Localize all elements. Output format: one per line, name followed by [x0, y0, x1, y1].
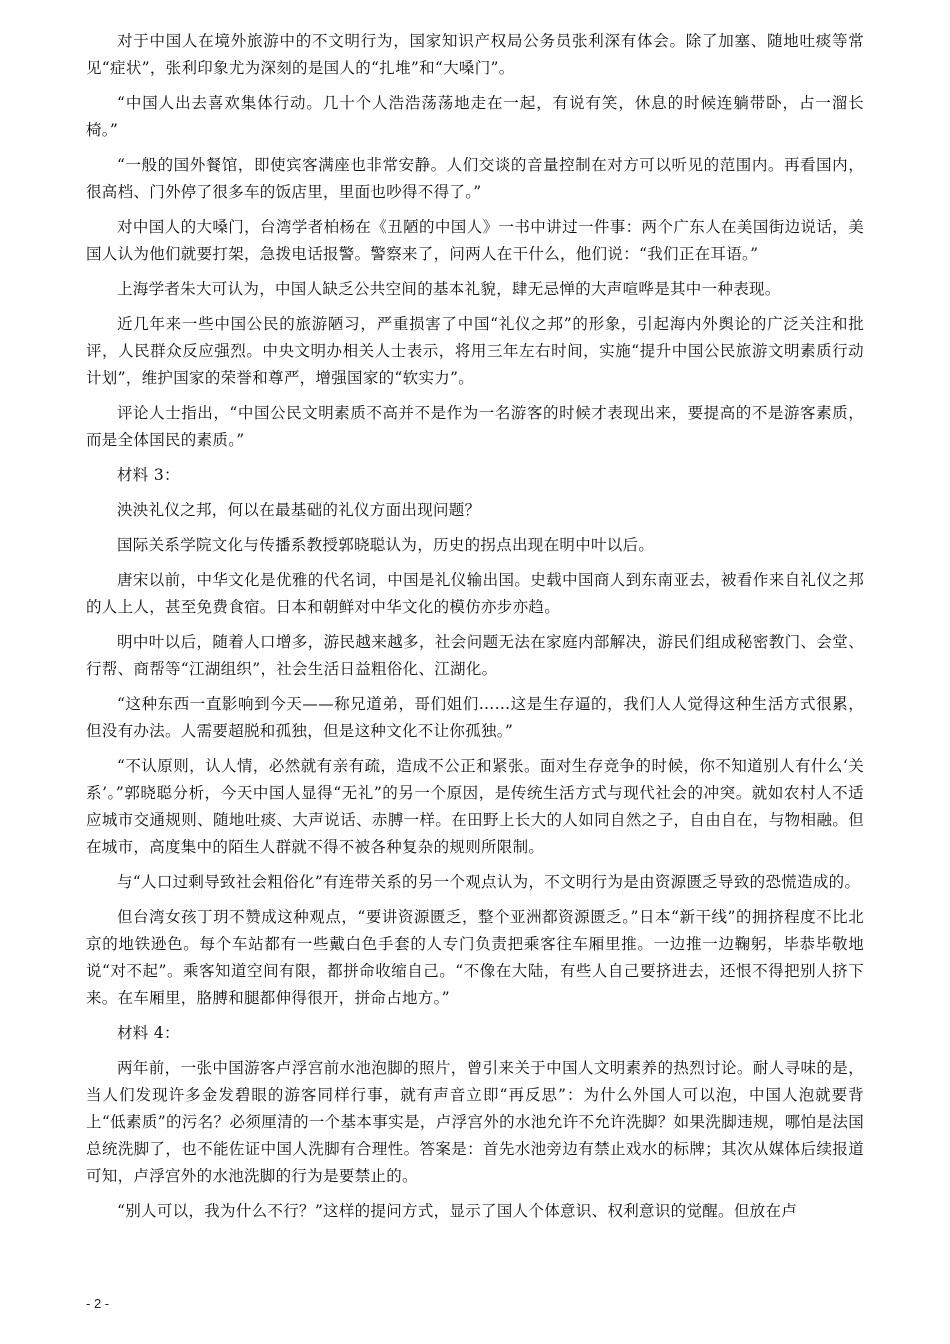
paragraph: 与“人口过剩导致社会粗俗化”有连带关系的另一个观点认为，不文明行为是由资源匮乏导致的恐慌造成的。 — [117, 873, 861, 891]
paragraph: 国际关系学院文化与传播系教授郭晓聪认为，历史的拐点出现在明中叶以后。 — [117, 536, 655, 554]
paragraph: 上海学者朱大可认为，中国人缺乏公共空间的基本礼貌，肆无忌惮的大声喧哗是其中一种表现。 — [117, 280, 781, 298]
paragraph: “不认原则，认人情，必然就有亲有疏，造成不公正和紧张。面对生存竞争的时候，你不知道别人有什么‘关系’。”郭晓聪分析，今天中国人显得“无礼”的另一个原因，是传统生活方式与现代社会的冲突。就如农村人不适应城市交通规则、随地吐痰、大声说话、赤膊一样。在田野上长大的人如同自然之子，自由自在，与物相融。但在城市，高度集中的陌生人群就不得不被各种复杂的规则所限制。 — [86, 757, 864, 856]
paragraph: “这种东西一直影响到今天——称兄道弟，哥们姐们……这是生存逼的，我们人人觉得这种生活方式很累，但没有办法。人需要超脱和孤独，但是这种文化不让你孤独。” — [86, 695, 864, 740]
paragraph: “中国人出去喜欢集体行动。几十个人浩浩荡荡地走在一起，有说有笑，休息的时候连躺带卧，占一溜长椅。” — [86, 94, 864, 139]
section-heading-material-3: 材料 3： — [117, 466, 180, 484]
paragraph: 评论人士指出，“中国公民文明素质不高并不是作为一名游客的时候才表现出来，要提高的不是游客素质，而是全体国民的素质。” — [86, 404, 864, 449]
paragraph: 但台湾女孩丁玥不赞成这种观点，“要讲资源匮乏，整个亚洲都资源匮乏。”日本“新干线”的拥挤程度不比北京的地铁逊色。每个车站都有一些戴白色手套的人专门负责把乘客往车厢里推。一边推一边鞠躬，毕恭毕敬地说“对不起”。乘客知道空间有限，都拼命收缩自己。“不像在大陆，有些人自己要挤进去，还恨不得把别人挤下来。在车厢里，胳膊和腿都伸得很开，拼命占地方。” — [86, 908, 864, 1007]
paragraph: “一般的国外餐馆，即使宾客满座也非常安静。人们交谈的音量控制在对方可以听见的范围内。再看国内，很高档、门外停了很多车的饭店里，里面也吵得不得了。” — [86, 156, 864, 201]
paragraph: 近几年来一些中国公民的旅游陋习，严重损害了中国“礼仪之邦”的形象，引起海内外舆论的广泛关注和批评，人民群众反应强烈。中央文明办相关人士表示，将用三年左右时间，实施“提升中国公民旅游文明素质行动计划”，维护国家的荣誉和尊严，增强国家的“软实力”。 — [86, 315, 864, 387]
page-number: - 2 - — [86, 1296, 110, 1311]
paragraph: 对中国人的大嗓门，台湾学者柏杨在《丑陋的中国人》一书中讲过一件事：两个广东人在美国街边说话，美国人认为他们就要打架，急拨电话报警。警察来了，问两人在干什么，他们说：“我们正在耳语。” — [86, 218, 864, 263]
paragraph: “别人可以，我为什么不行？”这样的提问方式，显示了国人个体意识、权利意识的觉醒。但放在卢 — [117, 1202, 798, 1220]
paragraph: 两年前，一张中国游客卢浮宫前水池泡脚的照片，曾引来关于中国人文明素养的热烈讨论。耐人寻味的是，当人们发现许多金发碧眼的游客同样行事，就有声音立即“再反思”：为什么外国人可以泡，中国人泡就要背上“低素质”的污名？必须厘清的一个基本事实是，卢浮宫外的水池允许不允许洗脚？如果洗脚违规，哪怕是法国总统洗脚了，也不能佐证中国人洗脚有合理性。答案是：首先水池旁边有禁止戏水的标牌；其次从媒体后续报道可知，卢浮宫外的水池洗脚的行为是要禁止的。 — [86, 1059, 864, 1185]
section-heading-material-4: 材料 4： — [117, 1024, 180, 1042]
document-body — [86, 28, 864, 1233]
paragraph: 泱泱礼仪之邦，何以在最基础的礼仪方面出现问题？ — [117, 501, 481, 519]
paragraph: 明中叶以后，随着人口增多，游民越来越多，社会问题无法在家庭内部解决，游民们组成秘密教门、会堂、行帮、商帮等“江湖组织”，社会生活日益粗俗化、江湖化。 — [86, 633, 864, 678]
paragraph: 对于中国人在境外旅游中的不文明行为，国家知识产权局公务员张利深有体会。除了加塞、随地吐痰等常见“症状”，张利印象尤为深刻的是国人的“扎堆”和“大嗓门”。 — [86, 32, 864, 77]
paragraph: 唐宋以前，中华文化是优雅的代名词，中国是礼仪输出国。史载中国商人到东南亚去，被看作来自礼仪之邦的人上人，甚至免费食宿。日本和朝鲜对中华文化的模仿亦步亦趋。 — [86, 571, 864, 616]
